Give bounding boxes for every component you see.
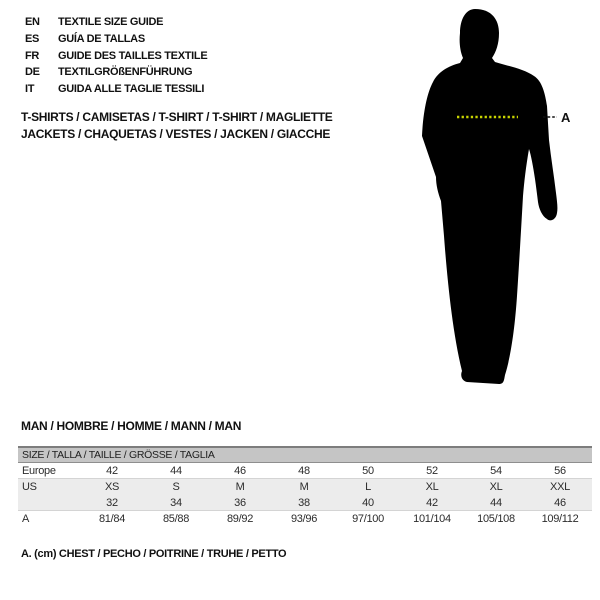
cell: XL	[425, 481, 439, 493]
man-silhouette-path	[422, 9, 557, 384]
cell: 36	[234, 497, 246, 509]
cell: 93/96	[290, 513, 318, 525]
cell: 48	[298, 465, 310, 477]
cell: 38	[298, 497, 310, 509]
cell: 42	[426, 497, 438, 509]
language-label: TEXTILGRÖßENFÜHRUNG	[58, 66, 193, 79]
cell: 44	[170, 465, 182, 477]
language-row	[25, 31, 207, 48]
cell: 46	[234, 465, 246, 477]
cell: 44	[490, 497, 502, 509]
language-code: FR	[25, 49, 40, 62]
cell: 50	[362, 465, 374, 477]
cell: 34	[170, 497, 182, 509]
man-silhouette-figure	[400, 0, 600, 400]
language-row	[25, 64, 207, 81]
language-label: GUÍA DE TALLAS	[58, 32, 145, 45]
measurement-footnote: A. (cm) CHEST / PECHO / POITRINE / TRUHE / PETTO	[21, 548, 287, 560]
man-silhouette-svg	[400, 0, 600, 400]
cell: L	[365, 481, 371, 493]
category-lines	[21, 109, 333, 143]
cell: 42	[106, 465, 118, 477]
cell: 46	[554, 497, 566, 509]
language-code: EN	[25, 16, 40, 28]
measure-label-a: A	[561, 110, 571, 125]
table-row-alt-size	[18, 495, 592, 511]
category-jackets: JACKETS / CHAQUETAS / VESTES / JACKEN / GIACCHE	[21, 127, 331, 141]
table-row-europe	[18, 463, 592, 479]
cell: 40	[362, 497, 374, 509]
language-label: GUIDA ALLE TAGLIE TESSILI	[58, 83, 205, 96]
row-label	[18, 495, 80, 510]
cell: 54	[490, 465, 502, 477]
language-list	[25, 14, 207, 98]
size-table	[18, 446, 592, 527]
cell: XS	[104, 481, 120, 493]
cell: 81/84	[98, 513, 126, 525]
size-table-header: SIZE / TALLA / TAILLE / GRÖSSE / TAGLIA	[18, 448, 592, 463]
cell: 97/100	[352, 513, 384, 525]
cell: 85/88	[162, 513, 190, 525]
cell: 89/92	[226, 513, 254, 525]
cell: S	[172, 481, 180, 493]
cell: M	[299, 481, 309, 493]
cell: XXL	[550, 481, 570, 493]
cell: 56	[554, 465, 566, 477]
row-label: A	[22, 513, 30, 525]
cell: 109/112	[541, 513, 579, 525]
cell: 101/104	[413, 513, 451, 525]
section-title-man: MAN / HOMBRE / HOMME / MANN / MAN	[21, 419, 242, 433]
language-label: GUIDE DES TAILLES TEXTILE	[58, 49, 208, 62]
table-row-chest-a	[18, 511, 592, 527]
language-row	[25, 48, 207, 65]
row-label: US	[22, 481, 37, 493]
cell: XL	[489, 481, 503, 493]
cell: 52	[426, 465, 438, 477]
language-label: TEXTILE SIZE GUIDE	[58, 16, 164, 28]
cell: M	[235, 481, 245, 493]
cell: 105/108	[477, 513, 515, 525]
language-row	[25, 14, 207, 31]
language-row	[25, 81, 207, 98]
language-code: ES	[25, 32, 40, 45]
category-tshirts: T-SHIRTS / CAMISETAS / T-SHIRT / T-SHIRT / MAGLIETTE	[21, 110, 333, 124]
cell: 32	[106, 497, 118, 509]
row-label: Europe	[22, 465, 56, 477]
language-code: IT	[25, 83, 35, 96]
table-row-us	[18, 479, 592, 495]
language-code: DE	[25, 66, 40, 79]
